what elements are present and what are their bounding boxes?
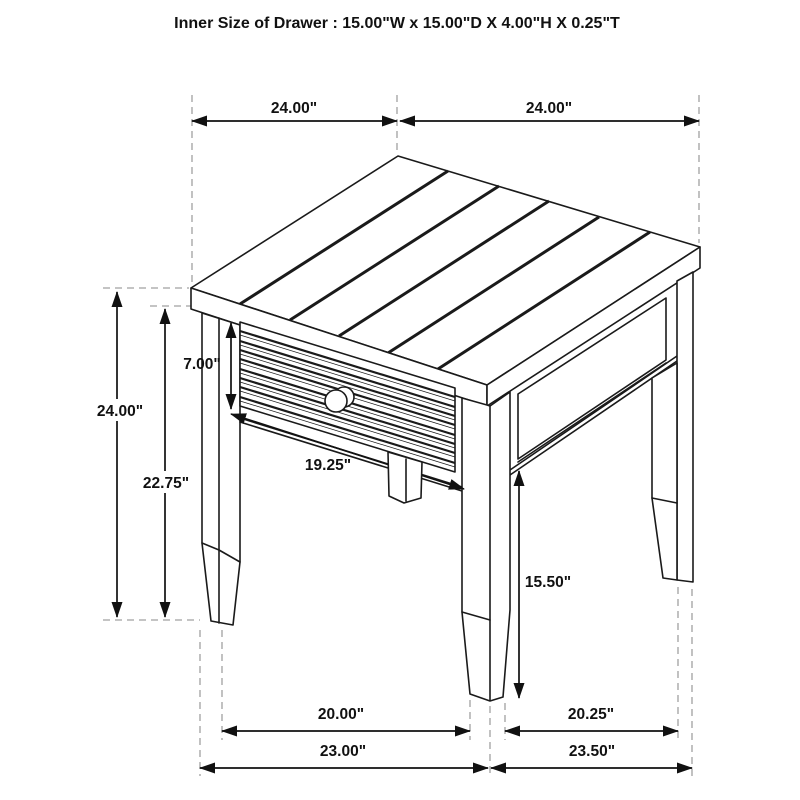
- drawer-height-label: 7.00": [183, 356, 221, 373]
- dimension-clearance-height: [519, 471, 571, 698]
- side-leg-span-label: 20.25": [567, 706, 615, 723]
- front-leg-span-label: 20.00": [317, 706, 365, 723]
- base-depth-label: 23.50": [568, 743, 616, 760]
- dimension-front-leg-span: [222, 706, 470, 731]
- clearance-height-label: 15.50": [524, 574, 572, 591]
- back-right-leg: [652, 272, 693, 582]
- dimension-base-depth: [491, 743, 692, 768]
- dimension-top-width: [192, 100, 397, 121]
- dimension-overall-height: [90, 292, 148, 617]
- dimension-top-depth: [400, 100, 699, 121]
- table-drawing: [191, 156, 700, 701]
- dimension-side-leg-span: [505, 706, 678, 731]
- front-center-leg: [462, 392, 510, 701]
- top-depth-label: 24.00": [525, 100, 573, 117]
- base-width-label: 23.00": [319, 743, 367, 760]
- diagram-title: Inner Size of Drawer : 15.00"W x 15.00"D X 4.00"H X 0.25"T: [174, 15, 620, 32]
- drawer-width-label: 19.25": [304, 457, 352, 474]
- dimension-base-width: [200, 743, 488, 768]
- leg-height-label: 22.75": [142, 475, 190, 492]
- overall-height-label: 24.00": [96, 403, 144, 420]
- top-width-label: 24.00": [270, 100, 318, 117]
